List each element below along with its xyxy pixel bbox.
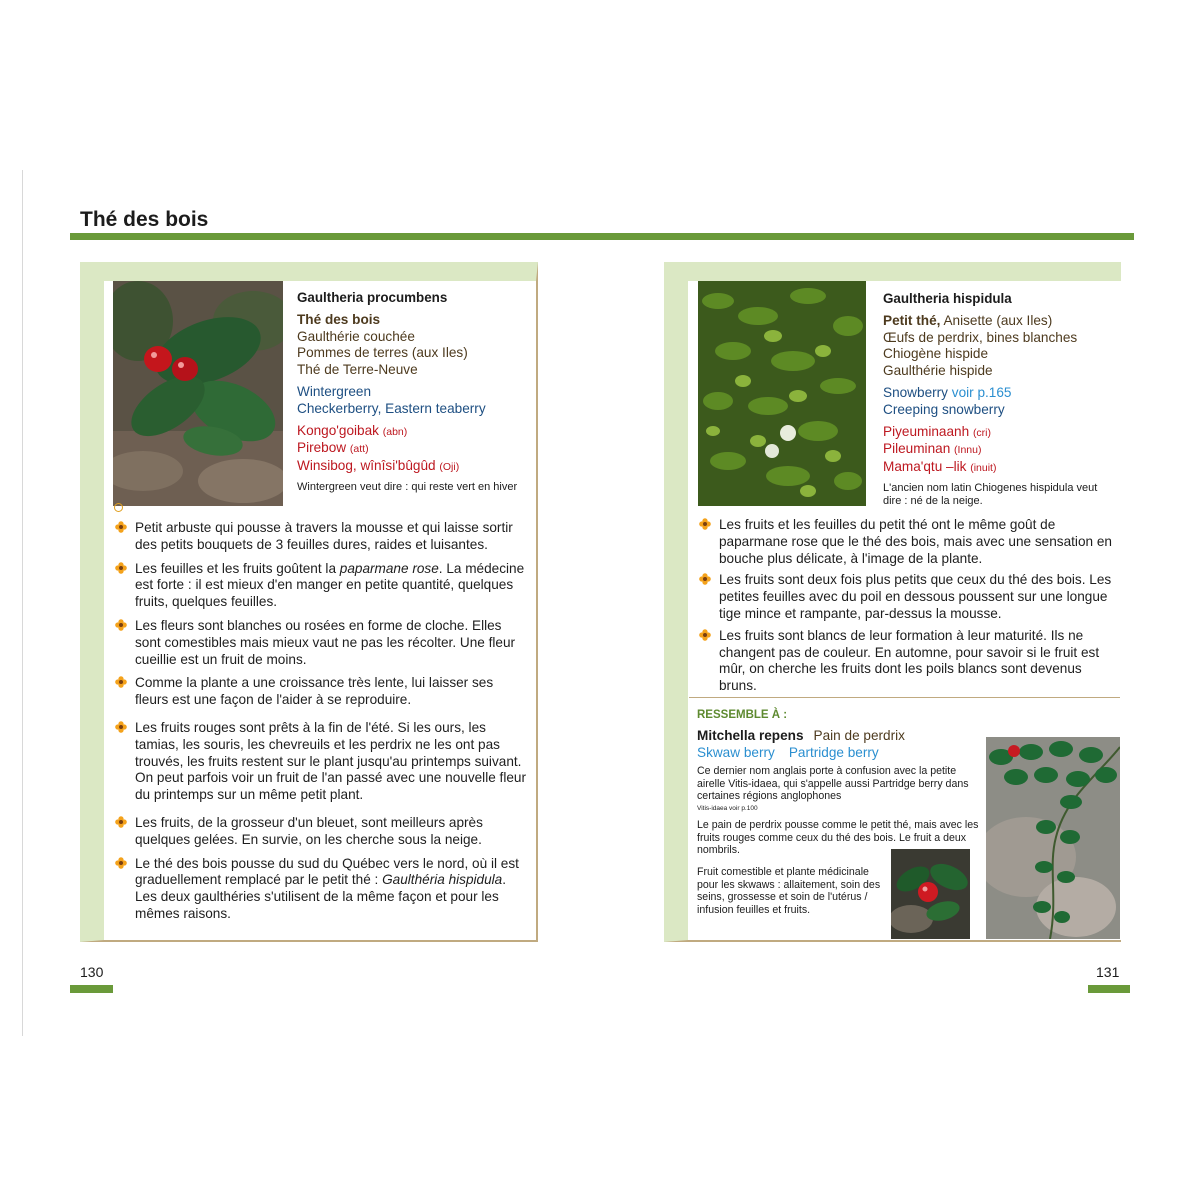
language-tag: (Oji) [439, 461, 460, 474]
language-tag: (att) [349, 443, 369, 456]
french-name: Anisette (aux Iles) [943, 312, 1053, 328]
resemble-french-name: Pain de perdrix [813, 727, 905, 743]
partridge-berry-closeup-photo [891, 849, 970, 939]
resemble-english-name: Skwaw berry [697, 744, 775, 760]
bullet-item: Comme la plante a une croissance très lente, lui laisser ses fleurs est une façon de l'aider à se reproduire. [115, 675, 530, 709]
indigenous-name: Pileuminan [883, 441, 951, 457]
flower-bullet-icon [115, 619, 127, 631]
section-divider [689, 697, 1120, 698]
english-name: Checkerberry, Eastern teaberry [297, 400, 486, 416]
name-note: L'ancien nom latin Chiogenes hispidula veut dire : né de la neige. [883, 481, 1098, 508]
photo-credit-icon [114, 503, 123, 512]
snowberry-photo [698, 281, 866, 506]
french-name: Œufs de perdrix, bines blanches [883, 329, 1078, 345]
bullet-item: Les fruits, de la grosseur d'un bleuet, sont meilleurs après quelques gelées. En survie, on les cherche sous la neige. [115, 815, 530, 849]
name-note: Wintergreen veut dire : qui reste vert en hiver [297, 480, 518, 493]
resemble-reference: Vitis-idaea voir p.100 [697, 804, 758, 812]
flower-bullet-icon [699, 573, 711, 585]
bullet-item: Le thé des bois pousse du sud du Québec vers le nord, où il est graduellement remplacé par le petit thé : Gaulthéria hispidula. Les deux gaulthéries s'utilisent de la même façon et pour les mêmes raisons. [115, 856, 530, 923]
title-underline [70, 233, 1134, 240]
left-species-info [297, 290, 522, 494]
flower-bullet-icon [115, 721, 127, 733]
french-main-name: Petit thé, [883, 312, 941, 328]
bullet-item: Les feuilles et les fruits goûtent la paparmane rose. La médecine est forte : il est mieux d'en manger en petite quantité, quelques fruits, quelques feuilles. [115, 561, 530, 611]
indigenous-name: Piyeuminaanh [883, 423, 970, 439]
flower-bullet-icon [699, 518, 711, 530]
flower-bullet-icon [115, 816, 127, 828]
french-name: Gaulthérie couchée [297, 328, 415, 344]
page-number-left: 130 [80, 964, 104, 980]
bullet-item: Les fruits sont deux fois plus petits que ceux du thé des bois. Les petites feuilles avec du poil en dessous poussent sur une longue tige mince et rampante, par-dessus la mousse. [699, 572, 1117, 622]
english-name: Snowberry [883, 384, 948, 400]
english-name: Creeping snowberry [883, 401, 1005, 417]
left-bullet-list [115, 520, 530, 923]
latin-name: Gaultheria hispidula [883, 291, 1012, 306]
french-name: Thé de Terre-Neuve [297, 362, 418, 378]
language-tag: (inuit) [970, 462, 997, 475]
french-name: Chiogène hispide [883, 346, 989, 362]
resemble-paragraph: Ce dernier nom anglais porte à confusion avec la petite airelle Vitis-idaea, qui s'appelle aussi Partridge berry dans certaines régions anglophones Vitis-idaea voir p.100 [697, 765, 979, 815]
french-name: Gaulthérie hispide [883, 363, 993, 379]
book-spine [22, 170, 23, 1036]
indigenous-name: Kongo'goibak [297, 422, 379, 438]
bullet-item: Les fruits et les feuilles du petit thé ont le même goût de paparmane rose que le thé des bois, mais avec une sensation en bouche plus délicate, à l'image de la plante. [699, 517, 1117, 567]
page-title: Thé des bois [80, 208, 209, 231]
flower-bullet-icon [699, 629, 711, 641]
resemble-section [697, 707, 905, 761]
resemble-latin-name: Mitchella repens [697, 727, 804, 743]
latin-name: Gaultheria procumbens [297, 290, 448, 305]
language-tag: (abn) [382, 425, 408, 438]
resemble-paragraph: Fruit comestible et plante médicinale pour les skwaws : allaitement, soin des seins, grossesse et soin de l'utérus / infusion feuilles et fruits. [697, 866, 881, 916]
french-main-name: Thé des bois [297, 311, 381, 327]
bullet-item: Les fruits sont blancs de leur formation à leur maturité. Ils ne changent pas de couleur. En automne, pour savoir si le fruit est mûr, on cherche les fruits dont les poils blancs sont devenus bruns. [699, 628, 1117, 695]
flower-bullet-icon [115, 676, 127, 688]
language-tag: (Innu) [954, 444, 982, 457]
english-name: Wintergreen [297, 383, 372, 399]
page-number-bar-left [70, 985, 113, 993]
right-species-info [883, 291, 1115, 509]
page-reference-link[interactable]: voir p.165 [951, 384, 1012, 400]
page-number-right: 131 [1096, 964, 1120, 980]
partridge-berry-photo [986, 737, 1120, 939]
indigenous-name: Winsibog, wînîsi'bûgûd [297, 458, 436, 474]
resemble-english-name: Partridge berry [788, 744, 879, 760]
bullet-item: Les fleurs sont blanches ou rosées en forme de cloche. Elles sont comestibles mais mieux vaut ne pas les récolter. Une fleur cueillie est un fruit de moins. [115, 618, 530, 668]
page-number-bar-right [1088, 985, 1130, 993]
right-bullet-list [699, 517, 1117, 695]
flower-bullet-icon [115, 521, 127, 533]
resemble-header: RESSEMBLE À : [697, 709, 788, 721]
language-tag: (cri) [972, 426, 992, 439]
flower-bullet-icon [115, 857, 127, 869]
french-name: Pommes de terres (aux Iles) [297, 345, 468, 361]
bullet-item: Les fruits rouges sont prêts à la fin de l'été. Si les ours, les tamias, les souris, les chevreuils et les perdrix ne les ont pas trouvés, les fruits restent sur le plant jusqu'au printemps suivant. On peut parfois voir un fruit de l'an passé avec une nouvelle fleur du printemps sur un même petit plant. [115, 720, 530, 804]
wintergreen-photo [113, 281, 283, 506]
indigenous-name: Pirebow [297, 440, 347, 456]
flower-bullet-icon [115, 562, 127, 574]
bullet-item: Petit arbuste qui pousse à travers la mousse et qui laisse sortir des petits bouquets de 3 feuilles dures, raides et luisantes. [115, 520, 530, 554]
resemble-paragraph: Le pain de perdrix pousse comme le petit thé, mais avec les fruits rouges comme ceux du thé des bois. Le fruit a deux nombrils. [697, 819, 979, 857]
indigenous-name: Mama'qtu –lik [883, 459, 967, 475]
